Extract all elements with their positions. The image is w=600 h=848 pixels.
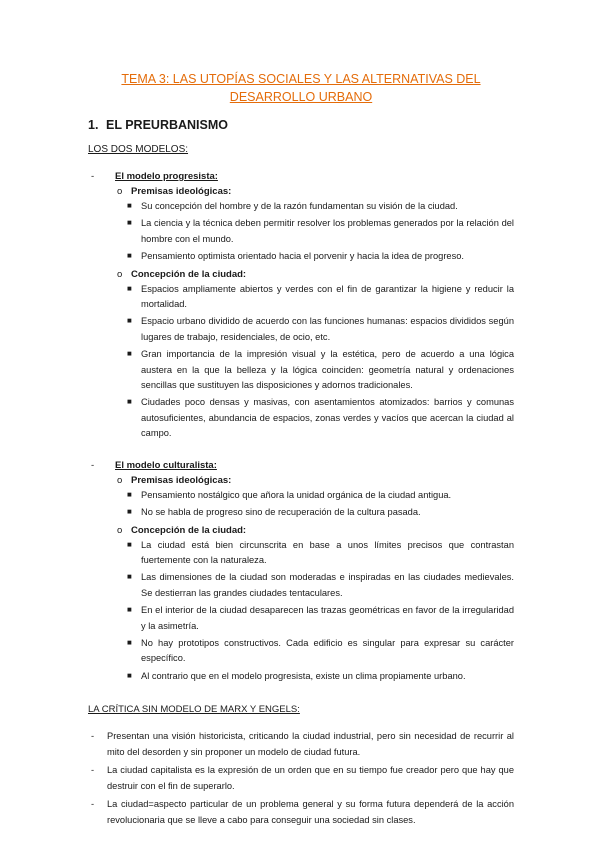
section-title: EL PREURBANISMO xyxy=(106,118,229,132)
square-bullet: ■ xyxy=(127,201,132,210)
square-bullet: ■ xyxy=(127,637,132,647)
list-item xyxy=(88,282,514,313)
list-item-text: La ciudad capitalista es la expresión de un orden que en su tiempo fue creador pero que hay que destruir con el fin de superarlo. xyxy=(107,765,514,791)
list-item xyxy=(88,505,514,520)
list-item xyxy=(88,797,514,828)
critica-heading: LA CRÍTICA SIN MODELO DE MARX Y ENGELS: xyxy=(88,704,300,716)
list-item-text: Presentan una visión historicista, criticando la ciudad industrial, pero sin necesidad de recurrir al mito del desorden y sin proponer un modelo de ciudad futura. xyxy=(107,731,514,757)
list-item-text: Gran importancia de la impresión visual y la estética, pero de acuerdo a una lógica austera en la que la belleza y la lógica coinciden: geometría natural y ordenaciones sencillas que sustituyen las disposiciones y adornos tradicionales. xyxy=(141,349,514,391)
list-item-text: En el interior de la ciudad desaparecen las trazas geométricas en favor de la irregularidad y la asimetría. xyxy=(141,605,514,631)
square-bullet: ■ xyxy=(127,572,132,582)
document-title: TEMA 3: LAS UTOPÍAS SOCIALES Y LAS ALTERNATIVAS DEL DESARROLLO URBANO xyxy=(121,72,481,104)
circle-bullet: o xyxy=(117,268,123,280)
list-item xyxy=(88,729,514,760)
list-item xyxy=(88,199,514,214)
list-item-text: Pensamiento nostálgico que añora la unidad orgánica de la ciudad antigua. xyxy=(141,489,452,500)
list-item xyxy=(88,347,514,393)
culturalista-premisas-heading xyxy=(88,473,514,488)
list-item xyxy=(88,570,514,601)
dash-bullet: - xyxy=(91,765,95,776)
list-item xyxy=(88,538,514,569)
culturalista-label: El modelo culturalista: xyxy=(115,459,217,471)
list-item-text: La ciencia y la técnica deben permitir resolver los problemas generados por la relación del hombre con el mundo. xyxy=(141,218,514,244)
list-item-text: Espacios ampliamente abiertos y verdes con el fin de garantizar la higiene y reducir la mortalidad. xyxy=(141,283,514,310)
section-number: 1. xyxy=(88,118,99,132)
square-bullet: ■ xyxy=(127,218,132,228)
list-item-text: Su concepción del hombre y de la razón fundamentan su visión de la ciudad. xyxy=(141,201,458,211)
culturalista-heading xyxy=(88,458,514,473)
progresista-premisas-heading xyxy=(88,184,514,199)
circle-bullet: o xyxy=(117,474,123,486)
circle-bullet: o xyxy=(117,524,123,536)
progresista-label: El modelo progresista: xyxy=(115,171,218,182)
list-item xyxy=(88,216,514,247)
dash-bullet: - xyxy=(91,459,95,471)
list-item xyxy=(88,669,514,684)
premisas-label: Premisas ideológicas: xyxy=(131,474,232,486)
list-item-text: Pensamiento optimista orientado hacia el porvenir y hacia la idea de progreso. xyxy=(141,251,464,262)
list-item xyxy=(88,763,514,794)
progresista-heading xyxy=(88,169,514,184)
list-item-text: Ciudades poco densas y masivas, con asentamientos atomizados: barrios y comunas autosuficientes, abundancia de espacios, zonas verdes y vacíos que acercan la ciudad al campo. xyxy=(141,397,514,439)
square-bullet: ■ xyxy=(127,489,132,499)
list-item-text: La ciudad=aspecto particular de un problema general y su forma futura dependerá de la acción revolucionaria que se lleve a cabo para conseguir una sociedad sin clases. xyxy=(107,799,514,825)
list-item xyxy=(88,603,514,634)
culturalista-concepcion-heading xyxy=(88,523,514,538)
square-bullet: ■ xyxy=(127,670,132,680)
circle-bullet: o xyxy=(117,186,123,197)
concepcion-label: Concepción de la ciudad: xyxy=(131,524,247,536)
square-bullet: ■ xyxy=(127,605,132,615)
list-item-text: La ciudad está bien circunscrita en base a unos límites precisos que contrastan fuertemente con la naturaleza. xyxy=(141,539,514,565)
list-item xyxy=(88,488,514,503)
concepcion-label: Concepción de la ciudad: xyxy=(131,268,247,280)
square-bullet: ■ xyxy=(127,349,132,359)
square-bullet: ■ xyxy=(127,283,132,293)
dash-bullet: - xyxy=(91,731,95,742)
list-item-text: Las dimensiones de la ciudad son moderadas e inspiradas en las ciudades medievales. Se destierran las grandes ciudades tentaculares. xyxy=(141,572,514,598)
dash-bullet: - xyxy=(91,799,95,810)
list-item xyxy=(88,314,514,345)
list-item xyxy=(88,636,514,667)
premisas-label: Premisas ideológicas: xyxy=(131,186,232,197)
square-bullet: ■ xyxy=(127,507,132,517)
progresista-concepcion-heading xyxy=(88,267,514,282)
dash-bullet: - xyxy=(91,171,95,182)
square-bullet: ■ xyxy=(127,316,132,326)
section-heading xyxy=(88,118,514,132)
square-bullet: ■ xyxy=(127,397,132,407)
square-bullet: ■ xyxy=(127,539,132,549)
list-item-text: No se habla de progreso sino de recuperación de la cultura pasada. xyxy=(141,507,421,518)
square-bullet: ■ xyxy=(127,251,132,261)
list-item-text: Al contrario que en el modelo progresista, existe un clima propiamente urbano. xyxy=(141,670,466,681)
models-heading: LOS DOS MODELOS: xyxy=(88,144,189,155)
list-item-text: Espacio urbano dividido de acuerdo con las funciones humanas: espacios divididos según lugares de trabajo, residenciales, de ocio, etc. xyxy=(141,316,514,342)
list-item xyxy=(88,249,514,264)
list-item xyxy=(88,395,514,441)
list-item-text: No hay prototipos constructivos. Cada edificio es singular para expresar su carácter específico. xyxy=(141,637,514,664)
